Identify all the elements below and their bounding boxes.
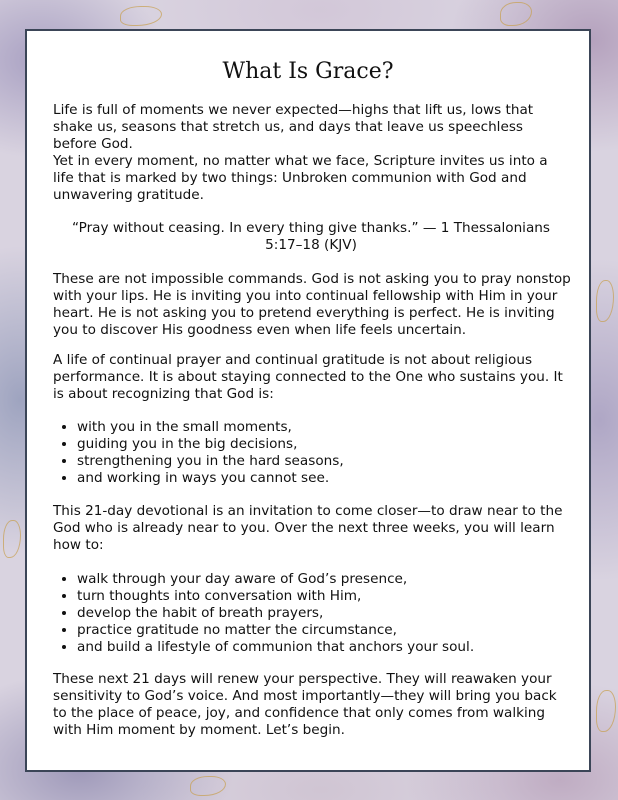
gold-accent-decoration	[120, 6, 162, 26]
gold-accent-decoration	[190, 776, 226, 796]
gold-accent-decoration	[596, 280, 614, 322]
scripture-quote: “Pray without ceasing. In every thing give thanks.” — 1 Thessalonians 5:17–18 (KJV)	[71, 220, 550, 253]
list-item: • turn thoughts into conversation with Him,	[77, 588, 571, 605]
paragraph-continual-prayer: A life of continual prayer and continual gratitude is not about religious performance. It is about staying connected to the One who sustains you. It is about recognizing that God is:	[53, 352, 563, 402]
list-item: • develop the habit of breath prayers,	[77, 605, 571, 622]
page-title: What Is Grace?	[222, 59, 394, 84]
list-learn-how-to	[53, 571, 571, 656]
paragraph-communion: Yet in every moment, no matter what we face, Scripture invites us into a life that is marked by two things: Unbroken communion with God and unwavering gratitude.	[53, 153, 548, 203]
gold-accent-decoration	[3, 520, 21, 558]
list-item: • practice gratitude no matter the circumstance,	[77, 622, 571, 639]
paragraph-devotional: This 21-day devotional is an invitation to come closer—to draw near to the God who is already near to you. Over the next three weeks, you will learn how to:	[53, 503, 563, 553]
gold-accent-decoration	[596, 690, 616, 732]
list-item: • strengthening you in the hard seasons,	[77, 453, 571, 470]
list-item: • with you in the small moments,	[77, 419, 571, 436]
gold-accent-decoration	[500, 2, 532, 26]
paragraph-closing: These next 21 days will renew your perspective. They will reawaken your sensitivity to God’s voice. And most importantly—they will bring you back to the place of peace, joy, and confidence that only comes from walking with Him moment by moment. Let’s begin.	[53, 671, 557, 738]
list-god-is	[53, 419, 571, 487]
list-item: • and build a lifestyle of communion that anchors your soul.	[77, 639, 571, 656]
list-item: • walk through your day aware of God’s presence,	[77, 571, 571, 588]
paragraph-commands: These are not impossible commands. God is not asking you to pray nonstop with your lips. He is inviting you into continual fellowship with Him in your heart. He is not asking you to pretend everything is perfect. He is inviting you to discover His goodness even when life feels uncertain.	[53, 271, 571, 338]
paragraph-intro: Life is full of moments we never expected—highs that lift us, lows that shake us, seasons that stretch us, and days that leave us speechless before God.	[53, 102, 534, 152]
list-item: • guiding you in the big decisions,	[77, 436, 571, 453]
document-page	[25, 29, 591, 772]
list-item: • and working in ways you cannot see.	[77, 470, 571, 487]
